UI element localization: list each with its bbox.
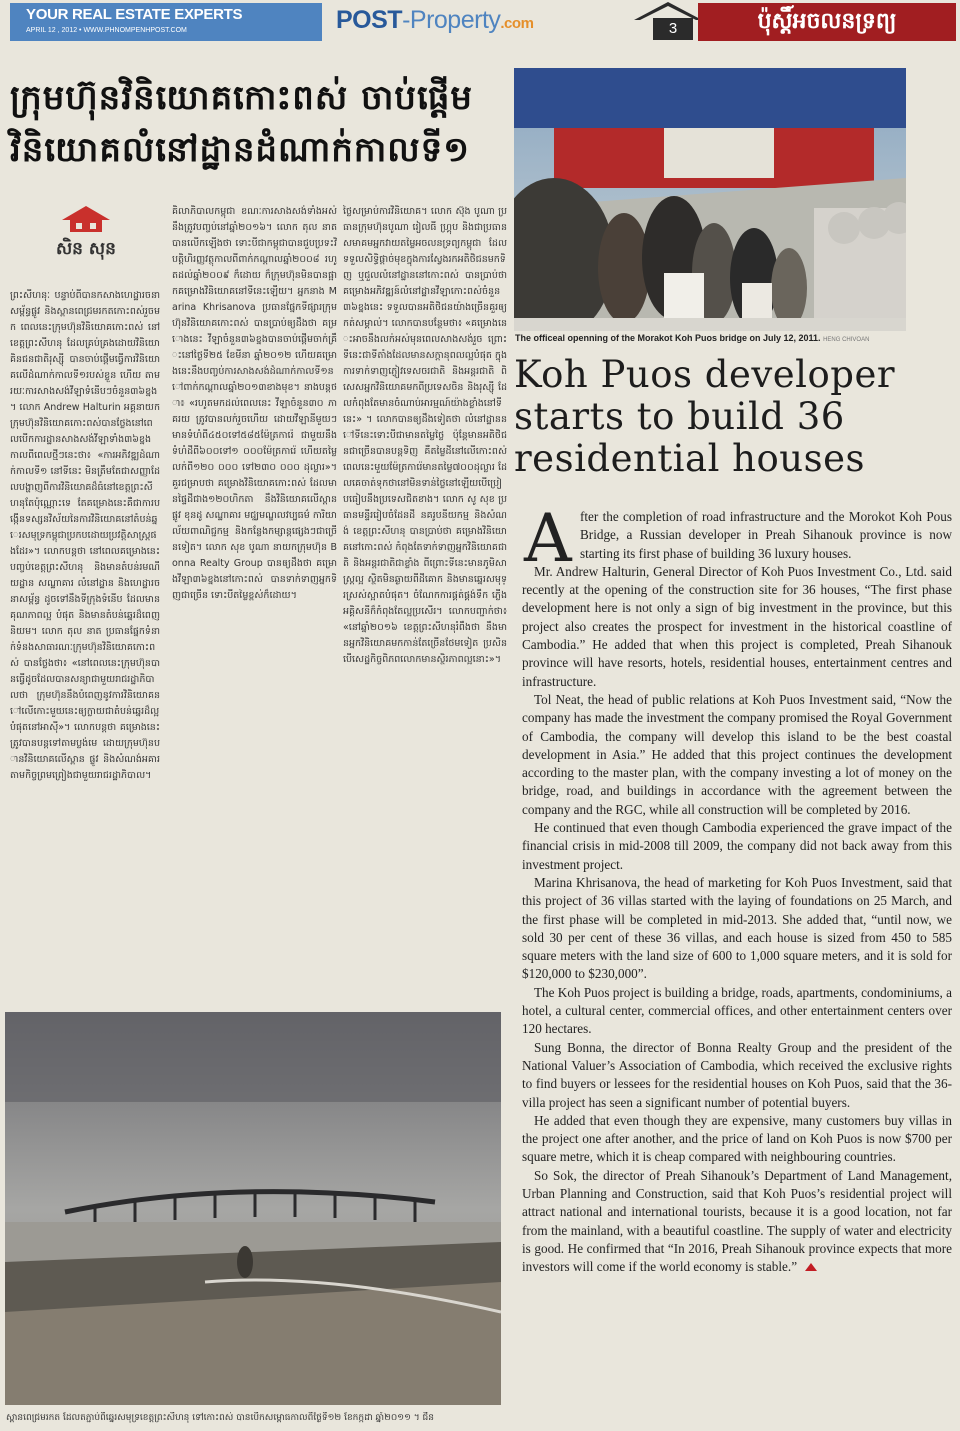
photo2-caption: ស្ពានពេជ្រមរកត ដែលតភ្ជាប់ពីឆ្នេរសមុទ្រខេត្តព្រះសីហនុ ទៅកោះពស់ បានបើកសម្ពោធកាលពីថ្ងៃទី១២ ខែកក្កដា ឆ្នាំ២០១១ ។ ជីន xyxy=(6,1413,434,1423)
article-paragraph: Mr. Andrew Halturin, General Director of Koh Puos Investment Co., Ltd. said recently at the opening of the construction site for 36 houses, “The first phase development here is not only a sign of big investment in the province, but this project also creates the prospect for investment in the historical coastline of Cambodia.” He added that when this project is completed, Preah Sihanouk province will have resorts, hotels, residential houses, entertainment centres and infrastructure. xyxy=(522,563,952,689)
photo1-caption: The officeal openning of the Morakot Koh Puos bridge on July 12, 2011. xyxy=(515,333,821,343)
khmer-headline: ក្រុមហ៊ុនវិនិយោគកោះពស់ ចាប់ផ្ដើមវិនិយោគលំនៅដ្ឋានដំណាក់កាលទី១ xyxy=(10,78,473,170)
end-mark-icon xyxy=(805,1263,817,1271)
khmer-column-1: ព្រះសីហនុៈ បន្ទាប់ពីបានកសាងហេដ្ឋារចនាសម្ព័ន្ធផ្លូវ និងស្ពានពេជ្រមរកតកោះពស់រួចមក ពេលនេះក្រុមហ៊ុនវិនិយោគកោះពស់ នៅខេត្តព្រះសីហនុ ដែលគ្រប់គ្រងដោយវិនិយោគិនជនជាតិរុស្ស៊ី បានចាប់ផ្ដើមធ្វើការវិនិយោគលើដំណាក់កាលទី១របស់ខ្លួន ហើយ តាមរយៈការសាងសង់វីឡាទំនើបៗចំនួន៣៦ខ្នង។ លោក Andrew Halturin អគ្គនាយកក្រុមហ៊ុនវិនិយោគកោះពស់បានថ្លែងនៅពេលបើកការដ្ឋានសាងសង់វីឡាទាំង៣៦ខ្នង កាលពីពេលថ្មីៗនេះថា៖ «ការអភិវឌ្ឍដំណាក់កាលទី១ នៅទីនេះ មិនត្រឹមតែជាសញ្ញាដែលបង្ហាញពីការវិនិយោគដ៏ធំនៅខេត្តព្រះសីហនុតែប៉ុណ្ណោះទេ តែគម្រោងនេះគឺជាការបង្កើនទស្សនវិស័យនៃការវិនិយោគនៅតំបន់ឆ្នេរសមុទ្រកម្ពុជាប្រកបដោយប្រវត្តិសាស្ត្រផងដែរ»។ លោកបន្តថា នៅពេលគម្រោងនេះបញ្ចប់ខេត្តព្រះសីហនុ និងមានតំបន់រមណីយដ្ឋាន សណ្ឋាគារ លំនៅដ្ឋាន និងហេដ្ឋារចនាសម្ព័ន្ធ ដូចទៅនឹងទីក្រុងទំនើប ដែលមានគុណភាពល្អ បំផុត និងមានតំបន់ឆ្នេរដ៏ពេញនិយម។ លោក តុល នាត ប្រធានផ្នែកទំនាក់ទំនងសាធារណៈក្រុមហ៊ុនវិនិយោគកោះពស់ បានថ្លែងថា៖ «នៅពេលនេះក្រុមហ៊ុនបានធ្វើដូចដែលបានសន្យាជាមួយរាជរដ្ឋាភិបាលថា ក្រុមហ៊ុននឹងបំពេញនូវការវិនិយោគនៅលើកោះមួយនេះឲ្យក្លាយជាតំបន់ឆ្នេរដ៏ល្អបំផុតនៅអាស៊ី»។ លោកបន្តថា គម្រោងនេះត្រូវបានបន្តទៅតាមប្លង់មេ ដោយក្រុមហ៊ុនបានវិនិយោគលើស្ពាន ផ្លូវ និងសំណង់អគារ តាមកិច្ចព្រមព្រៀងជាមួយរាជរដ្ឋាភិបាល។ xyxy=(10,290,160,781)
article-paragraph: The Koh Puos project is building a bridge, roads, apartments, condominiums, a hotel, a cultural center, commercial offices, and other entertainment centers over 120 hectares. xyxy=(522,984,952,1037)
brand-main: POST xyxy=(336,6,403,34)
article-paragraph-last xyxy=(522,1167,952,1277)
byline: សិន សុន xyxy=(56,239,116,259)
brand-suffix: .com xyxy=(500,15,534,32)
english-article-body xyxy=(522,508,952,1276)
photo1-caption-line xyxy=(515,333,955,343)
article-paragraph: fter the completion of road infrastructure and the Morokot Koh Pous Bridge, a Russian developer in Preah Sihanouk province is now starting its first phase of building 36 luxury houses. xyxy=(580,509,952,561)
khmer-column-3: ថ្លៃសម្រាប់ការវិនិយោគ។ លោក ស៊ុង បូណា ប្រធានក្រុមហ៊ុនបូណា រៀលធី ហ្គ្រុប និងជាប្រធានសមាគមអ្នកវាយតម្លៃអចលនទ្រព្យកម្ពុជា ដែលទទួលសិទ្ធិផ្ដាច់មុខក្នុងការស្វែងរកអតិថិជនមកទិញ ឬជួលលំនៅដ្ឋាននៅកោះពស់ បានប្រាប់ថា គម្រោងអភិវឌ្ឍន៍លំនៅដ្ឋានវីឡាកោះពស់ចំនួន៣៦ខ្នងនេះ ទទួលបានអតិថិជនយ៉ាងច្រើនគួរឲ្យកត់សម្គាល់។ លោកបានបន្ថែមថា៖ «គម្រោងនេះអាចនឹងលក់អស់មុនពេលសាងសង់រួច ព្រោះទីនេះជាទីតាំងដែលមានសក្ដានុពលល្អបំផុត ក្នុងការទាក់ទាញភ្ញៀវទេសចរជាតិ និងអន្តរជាតិ ពិសេសអ្នកវិនិយោគមកពីប្រទេសចិន និងរុស្ស៊ី ដែលកំពុងតែមានចំណាប់អារម្មណ៍យ៉ាងខ្លាំងនៅទីនេះ» ។ លោកបានឲ្យដឹងទៀតថា លំនៅដ្ឋាននៅទីនេះទោះបីជាមានតម្លៃថ្លៃ ប៉ុន្តែមានអតិថិជនជាច្រើនបានបន្តទិញ គឺតម្លៃដីនៅលើកោះពស់ពេលនេះមួយម៉ែត្រការ៉េមានតម្លៃ៧០០ដុល្លារ ដែលគេចាត់ទុកថានៅមិនទាន់ថ្លៃនៅឡើយបើប្រៀបធៀបនឹងប្រទេសជិតខាង។ លោក សូ សុខ ប្រធានមន្ទីររៀបចំដែនដី នគរូបនីយកម្ម និងសំណង់ ខេត្តព្រះសីហនុ បានប្រាប់ថា គម្រោងវិនិយោគនៅកោះពស់ កំពុងតែទាក់ទាញអ្នកវិនិយោគជាតិ និងអន្តរជាតិជាខ្លាំង ពីព្រោះទីនេះមានភូមិសាស្ត្រល្អ ស្ថិតមិនឆ្ងាយពីដីគោក និងមានឆ្នេរសមុទ្រស្រស់ស្អាតបំផុត។ ចំណែកការផ្គត់ផ្គង់ទឹក ភ្លើងអគ្គិសនីក៏កំពុងតែល្អប្រសើរ។ លោកបញ្ជាក់ថា៖ «នៅឆ្នាំ២០១៦ ខេត្តព្រះសីហនុរំពឹងថា នឹងមានអ្នកវិនិយោគមកកាន់តែច្រើនថែមទៀត ប្រសិនបើសេដ្ឋកិច្ចពិភពលោកមានស្ថិរភាពល្អនោះ»។ xyxy=(343,206,507,665)
bridge-opening-image xyxy=(514,68,906,331)
header-dateline: APRIL 12 , 2012 • WWW.PHNOMPENHPOST.COM xyxy=(26,27,187,34)
article-paragraph: He added that even though they are expensive, many customers buy villas in the project one after another, and the price of land on Koh Puos is now $700 per square metre, which it is cheap compared with neighbouring countries. xyxy=(522,1112,952,1165)
page-header xyxy=(0,0,960,44)
photo1-credit: HENG CHIVOAN xyxy=(823,337,870,343)
page-number: 3 xyxy=(653,18,693,40)
article-paragraph: So Sok, the director of Preah Sihanouk’s Department of Land Management, Urban Planning and Construction, said that Koh Puos’s residential project will attract national and international tourists, because it is a good location, not far from the mainland, with a beautiful coastline. The supply of water and electricity is good. He confirmed that “In 2016, Preah Sihanouk province expects that more investors will come if the world economy is stable.” xyxy=(522,1167,952,1275)
bridge-landscape-image xyxy=(5,1012,501,1405)
english-headline: Koh Puos developer starts to build 36 residential houses xyxy=(514,353,896,480)
drop-cap: A xyxy=(524,500,572,577)
article-paragraph: He continued that even though Cambodia experienced the grave impact of the financial crisis in mid-2008 till 2009, the company did not back away from this investment project. xyxy=(522,820,952,872)
bridge-landscape-photo xyxy=(5,1012,501,1405)
brand-sep: -Property xyxy=(402,6,501,34)
article-paragraph: Marina Khrisanova, the head of marketing for Koh Puos Investment, said that this project of 36 villas started with the laying of foundations on 25 March, and the first phase will be completed in mid-2013. She added that, “until now, we sold 30 per cent of these 36 villas, and each house is sized from 450 to 585 square meters with the land size of 600 to 1,000 square meters, and it is sold for $120,000 to $230,000”. xyxy=(522,874,952,982)
section-title: ប៉ុស្តិ៍អចលនទ្រព្យ xyxy=(698,3,956,41)
house-icon xyxy=(58,204,114,234)
bridge-opening-photo xyxy=(514,68,906,331)
article-paragraph: Tol Neat, the head of public relations at Koh Puos Investment said, “Now the company has made the investment the company promised the Royal Government of Cambodia, the company will develop this island to be the best coastal development in Asia.” He added that this project continues the development according to the master plan, with the company investing a lot of money on the bridge, road, and buildings in accordance with the agreement between the company and the RGC, while all construction will be completed by 2016. xyxy=(522,691,952,817)
khmer-column-2: គិលាភិបាលកម្ពុជា ខណៈការសាងសង់ទាំងអស់នឹងត្រូវបញ្ចប់នៅឆ្នាំ២០១៦។ លោក តុល នាត បានលើកឡើងថា ទោះបីជាកម្ពុជាបានជួបប្រទះវិបត្តិហិរញ្ញវត្ថុកាលពីពាក់កណ្ដាលឆ្នាំ២០០៨ រហូតដល់ឆ្នាំ២០០៩ ក៏ដោយ ក៏ក្រុមហ៊ុនមិនបានផ្អាកគម្រោងវិនិយោគនៅទីនេះឡើយ។ អ្នកនាង Marina Khrisanova ប្រធានផ្នែកទីផ្សារក្រុមហ៊ុនវិនិយោគកោះពស់ បានប្រាប់ឲ្យដឹងថា គម្រោងនេះ វីឡាចំនួន៣៦ខ្នងបានចាប់ផ្ដើមចាក់គ្រឹះនៅថ្ងៃទី២៥ ខែមីនា ឆ្នាំ២០១២ ហើយគម្រោងនេះនឹងបញ្ចប់ការសាងសង់ដំណាក់កាលទី១នៅពាក់កណ្ដាលឆ្នាំ២០១៣ខាងមុខ។ នាងបន្តថា៖ «រហូតមកដល់ពេលនេះ វីឡាចំនួន៣០ ភាគរយ ត្រូវបានលក់រួចហើយ ដោយវីឡានីមួយៗមានទំហំពី៤៥០ទៅ៥៨៥ម៉ែត្រការ៉េ ជាមួយនឹងទំហំដីពី៦០០ទៅ១ ០០០ម៉ែត្រការ៉េ ហើយតម្លៃលក់ពី១២០ ០០០ ទៅ២៣០ ០០០ ដុល្លារ»។ គួរជម្រាបថា គម្រោងវិនិយោគកោះពស់ ដែលមានផ្ទៃដីជាង១២០ហិកតា នឹងវិនិយោគលើស្ពាន ផ្លូវ ខុនដូ សណ្ឋាគារ មជ្ឈមណ្ឌលវប្បធម៌ ការិយាល័យពាណិជ្ជកម្ម និងកន្លែងកម្សាន្តផ្សេងៗជាច្រើនទៀត។ លោក សុខ បូណា នាយកក្រុមហ៊ុន Bonna Realty Group បានឲ្យដឹងថា គម្រោងវីឡា៣៦ខ្នងនៅកោះពស់ បានទាក់ទាញអ្នកទិញជាច្រើន ទោះបីតម្លៃខ្ពស់ក៏ដោយ។ xyxy=(172,206,337,601)
brand-logo xyxy=(336,6,533,35)
header-tagline: YOUR REAL ESTATE EXPERTS xyxy=(26,6,243,23)
article-paragraph: Sung Bonna, the director of Bonna Realty Group and the president of the National Valuer’s Association of Cambodia, which received the exclusive rights to find buyers or lessees for the residential houses on Koh Puos, said that the 36-villa project has seen a significant number of potential buyers. xyxy=(522,1039,952,1110)
header-tagline-box xyxy=(10,3,322,41)
